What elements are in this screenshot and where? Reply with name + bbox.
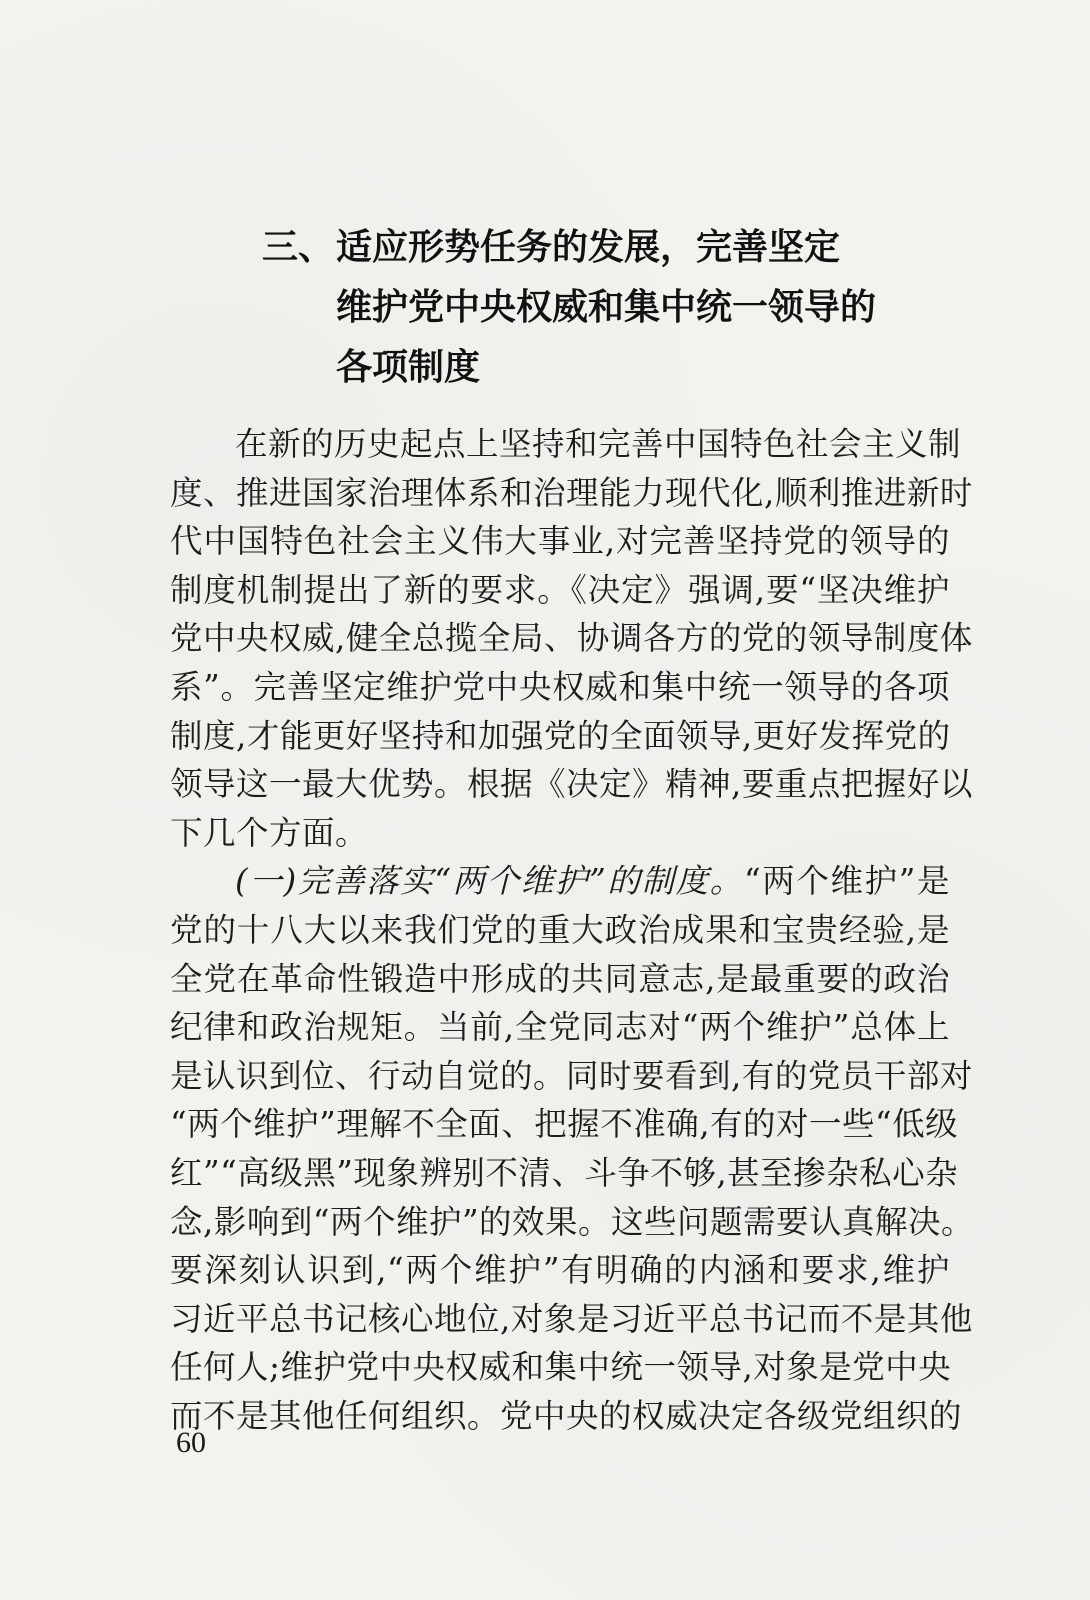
heading-line-3: 各项制度 <box>336 347 481 388</box>
subsection-heading: (一)完善落实“两个维护”的制度。 <box>235 862 744 901</box>
paragraph-2-first-line: (一)完善落实“两个维护”的制度。“两个维护”是 <box>235 862 950 901</box>
paragraph-2-line: 而不是其他任何组织。党中央的权威决定各级党组织的 <box>170 1396 963 1435</box>
paragraph-1-line: 领导这一最大优势。根据《决定》精神,要重点把握好以 <box>170 765 973 804</box>
paragraph-1-line: 党中央权威,健全总揽全局、协调各方的党的领导制度体 <box>170 619 973 658</box>
paragraph-1-line: 下几个方面。 <box>170 813 369 852</box>
paragraph-2-line: 习近平总书记核心地位,对象是习近平总书记而不是其他 <box>170 1299 973 1338</box>
paragraph-1-line: 系”。完善坚定维护党中央权威和集中统一领导的各项 <box>170 667 950 706</box>
page-number: 60 <box>176 1426 206 1459</box>
paragraph-1-line: 制度机制提出了新的要求。《决定》强调,要“坚决维护 <box>170 570 950 609</box>
section-heading <box>262 218 902 398</box>
heading-number: 三、 <box>262 227 335 268</box>
paragraph-1-line: 度、推进国家治理体系和治理能力现代化,顺利推进新时 <box>170 473 973 512</box>
paragraph-2-line: 红”“高级黑”现象辨别不清、斗争不够,甚至掺杂私心杂 <box>170 1153 959 1192</box>
heading-line-2: 维护党中央权威和集中统一领导的 <box>336 287 877 328</box>
paragraph-2-line: “两个维护”理解不全面、把握不准确,有的对一些“低级 <box>170 1105 959 1144</box>
paragraph-2-line: 纪律和政治规矩。当前,全党同志对“两个维护”总体上 <box>170 1008 950 1047</box>
paragraph-2-line: 全党在革命性锻造中形成的共同意志,是最重要的政治 <box>170 959 950 998</box>
paragraph-1-line: 在新的历史起点上坚持和完善中国特色社会主义制 <box>235 425 962 463</box>
paragraph-2-line: 党的十八大以来我们党的重大政治成果和宝贵经验,是 <box>170 910 950 949</box>
heading-line-1: 三、适应形势任务的发展，完善坚定 <box>262 218 902 278</box>
paragraph-2-line: 念,影响到“两个维护”的效果。这些问题需要认真解决。 <box>170 1202 975 1241</box>
body-text <box>170 420 975 1440</box>
paragraph-2-line: 要深刻认识到,“两个维护”有明确的内涵和要求,维护 <box>170 1251 950 1290</box>
paragraph-2-line: 任何人;维护党中央权威和集中统一领导,对象是党中央 <box>170 1348 952 1387</box>
paragraph-1-line: 制度,才能更好坚持和加强党的全面领导,更好发挥党的 <box>170 716 951 755</box>
paragraph-1-line: 代中国特色社会主义伟大事业,对完善坚持党的领导的 <box>170 522 950 561</box>
paragraph-2-line: 是认识到位、行动自觉的。同时要看到,有的党员干部对 <box>170 1056 973 1095</box>
